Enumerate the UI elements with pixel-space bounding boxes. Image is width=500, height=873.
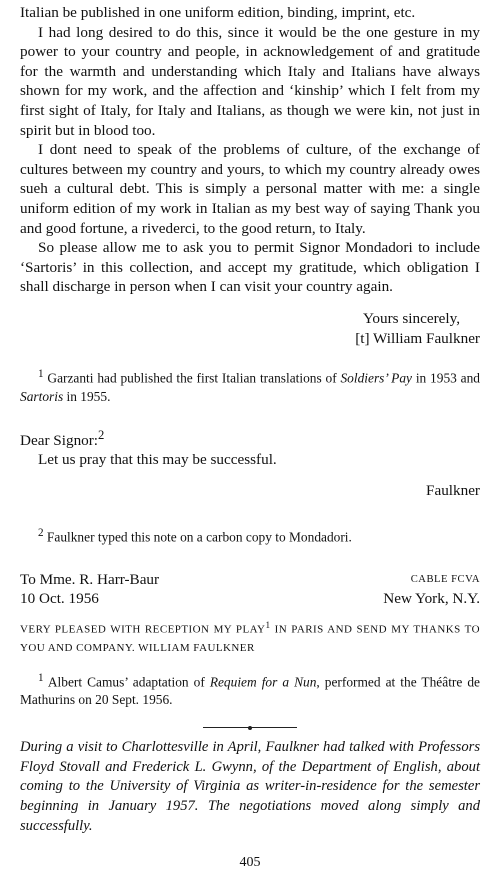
footnote [20,524,480,546]
book-title: Soldiers’ Pay [340,370,412,386]
footnote-text: Faulkner typed this note on a carbon copy to Mondadori. [43,529,352,545]
footnote-marker: 1 [265,620,271,631]
footnote-text: Garzanti had published the first Italian translations of [43,370,341,386]
divider-dot [248,726,252,730]
footnote-marker: 2 [38,527,44,540]
cable-header-row [20,589,480,609]
page-number: 405 [239,855,261,871]
book-title: Sartoris [20,388,64,404]
footnote-text: Albert Camus’ adaptation of [43,674,210,690]
section-divider [20,727,480,728]
cable-text: VERY PLEASED WITH RECEPTION MY PLAY$^1$ IN PARIS AND SEND MY THANKS TO YOU AND COMPANY. WILLIAM FAULKNER [20,620,480,654]
cable-header [20,570,480,609]
footnote-marker: 2 [98,427,105,442]
cable-header-row [20,570,480,590]
footnote [20,365,480,405]
cable-date: 10 Oct. 1956 [20,590,99,608]
cable-type: CABLE FCVA [410,573,480,585]
cable-recipient: To Mme. R. Harr-Baur [20,570,160,588]
book-page [20,3,480,873]
divider-line [203,727,297,728]
cable-place: New York, N.Y. [383,590,480,608]
footnote-marker: 1 [38,671,44,684]
letter-paragraph: I dont need to speak of the problems of culture, of the exchange of cultures between my country and yours, to which my country already owes sueh a cultural debt. This is simply a personal matter with me: a single uniform edition of my work in Italian as my best way of saying Thank you and good fortune, a rivederci, to the good return, to Italy. [20,141,480,237]
note-salutation: Dear Signor:$^2$ [20,427,105,449]
letter-paragraph: I had long desired to do this, since it would be the one gesture in my power to your country and people, in acknowledgement of and gratitude for the warmth and understanding which Italy and Italians have always shown for my work, and the affection and ‘kinship’ which I felt from my first sight of Italy, for Italy and Italians, as though we were kin, not just in spirit but in blood too. [20,23,480,139]
note-body: Let us pray that this may be successful. [38,451,277,469]
narrative-paragraph: During a visit to Charlottesville in April, Faulkner had talked with Professors Floyd Stovall and Frederick L. Gwynn, of the Department of English, about coming to the University of Virginia as writer-in-residence for the semester beginning in January 1957. The negotiations moved along simply and successfully. [20,739,480,834]
footnote-text: , performed at the Théâtre de Mathurins on 20 Sept. 1956. [20,674,480,708]
letter-paragraph-continued: Italian be published in one uniform edition, binding, imprint, etc. [20,4,416,21]
footnote-text: in 1955. [63,388,111,404]
letter-closing: Yours sincerely, [362,309,460,327]
letter-signature: [t] William Faulkner [355,329,480,347]
letter-paragraph: So please allow me to ask you to permit Signor Mondadori to include ‘Sartoris’ in this collection, and accept my gratitude, which obligation I shall discharge in person when I can visit your country again. [20,239,480,296]
footnote-marker: 1 [38,368,44,381]
footnote [20,669,480,709]
footnote-text: in 1953 and [412,370,480,386]
play-title: Requiem for a Nun [209,674,317,690]
note-signature: Faulkner [426,481,480,499]
